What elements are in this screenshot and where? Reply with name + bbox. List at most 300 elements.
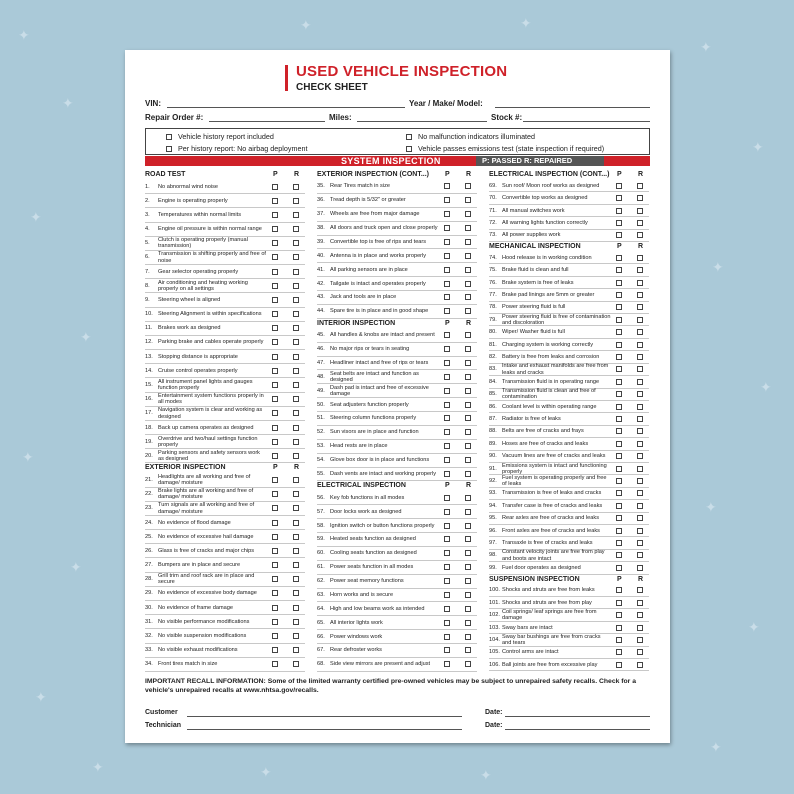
passed-checkbox[interactable] [616, 292, 622, 298]
passed-checkbox[interactable] [272, 425, 278, 431]
passed-checkbox[interactable] [444, 415, 450, 421]
passed-checkbox[interactable] [272, 590, 278, 596]
passed-checkbox[interactable] [444, 550, 450, 556]
item-text: Steering column functions properly [330, 415, 417, 422]
repaired-checkbox[interactable] [637, 267, 643, 273]
passed-checkbox[interactable] [444, 620, 450, 626]
repaired-checkbox[interactable] [293, 605, 299, 611]
item-number: 30. [145, 604, 153, 611]
passed-checkbox[interactable] [616, 183, 622, 189]
passed-checkbox[interactable] [272, 254, 278, 260]
item-text: Air conditioning and heating working properly on all settings [158, 279, 248, 292]
repaired-checkbox[interactable] [637, 478, 643, 484]
repaired-checkbox[interactable] [465, 620, 471, 626]
repaired-checkbox[interactable] [637, 587, 643, 593]
vin-field[interactable] [167, 99, 405, 108]
section-header [145, 170, 305, 180]
checkbox[interactable] [166, 146, 172, 152]
passed-column-label: P [617, 575, 622, 583]
repaired-checkbox[interactable] [293, 534, 299, 540]
repaired-checkbox[interactable] [465, 360, 471, 366]
repaired-checkbox[interactable] [637, 317, 643, 323]
item-number: 75. [489, 267, 497, 274]
passed-checkbox[interactable] [272, 453, 278, 459]
passed-checkbox[interactable] [272, 661, 278, 667]
item-text: No visible suspension modifications [158, 632, 247, 639]
checklist-item [489, 475, 649, 487]
passed-checkbox[interactable] [272, 368, 278, 374]
passed-checkbox[interactable] [444, 346, 450, 352]
customer-date-field[interactable] [505, 709, 650, 717]
checklist-item [145, 208, 305, 222]
checkbox[interactable] [166, 134, 172, 140]
passed-checkbox[interactable] [444, 267, 450, 273]
passed-checkbox[interactable] [444, 523, 450, 529]
passed-checkbox[interactable] [444, 402, 450, 408]
section-header [489, 242, 649, 252]
checkbox[interactable] [406, 146, 412, 152]
item-number: 1. [145, 183, 150, 190]
passed-checkbox[interactable] [616, 317, 622, 323]
repaired-checkbox[interactable] [465, 197, 471, 203]
passed-column-label: P [273, 171, 278, 178]
checklist-item [489, 647, 649, 659]
repaired-checkbox[interactable] [293, 311, 299, 317]
repaired-checkbox[interactable] [465, 402, 471, 408]
repaired-checkbox[interactable] [637, 453, 643, 459]
passed-checkbox[interactable] [444, 457, 450, 463]
passed-checkbox[interactable] [444, 239, 450, 245]
repaired-checkbox[interactable] [465, 332, 471, 338]
repaired-checkbox[interactable] [465, 374, 471, 380]
passed-checkbox[interactable] [616, 354, 622, 360]
item-text: Engine oil pressure is within normal range [158, 225, 262, 232]
item-text: Rear defroster works [330, 647, 382, 654]
repaired-checkbox[interactable] [637, 292, 643, 298]
item-number: 89. [489, 440, 497, 447]
repaired-checkbox[interactable] [293, 576, 299, 582]
passed-checkbox[interactable] [616, 453, 622, 459]
checklist-item [145, 407, 305, 421]
passed-checkbox[interactable] [616, 428, 622, 434]
repaired-checkbox[interactable] [293, 283, 299, 289]
checklist-item [489, 550, 649, 562]
repaired-checkbox[interactable] [637, 416, 643, 422]
item-number: 4. [145, 225, 150, 232]
repaired-checkbox[interactable] [465, 578, 471, 584]
passed-checkbox[interactable] [444, 564, 450, 570]
repaired-checkbox[interactable] [637, 540, 643, 546]
checklist-item [145, 473, 305, 487]
repaired-checkbox[interactable] [465, 281, 471, 287]
repaired-checkbox[interactable] [465, 509, 471, 515]
passed-checkbox[interactable] [272, 505, 278, 511]
passed-checkbox[interactable] [616, 515, 622, 521]
passed-checkbox[interactable] [444, 308, 450, 314]
repaired-checkbox[interactable] [293, 396, 299, 402]
repaired-checkbox[interactable] [637, 208, 643, 214]
repaired-checkbox[interactable] [465, 183, 471, 189]
checklist-item [489, 451, 649, 463]
check-emissions[interactable]: Vehicle passes emissions test (state inspection if required) [406, 144, 604, 153]
passed-checkbox[interactable] [616, 612, 622, 618]
repaired-checkbox[interactable] [293, 491, 299, 497]
item-text: All power supplies work [502, 232, 561, 239]
customer-signature-field[interactable] [187, 709, 462, 717]
repaired-checkbox[interactable] [637, 490, 643, 496]
repaired-checkbox[interactable] [465, 495, 471, 501]
passed-checkbox[interactable] [444, 536, 450, 542]
repaired-checkbox[interactable] [637, 528, 643, 534]
item-number: 102. [489, 612, 500, 619]
checklist-item [489, 289, 649, 301]
ymm-field[interactable] [495, 99, 650, 108]
repaired-checkbox[interactable] [293, 647, 299, 653]
recall-notice: IMPORTANT RECALL INFORMATION: Some of the limited warranty certified pre-owned vehicles may be subject to unrepaired safety recalls. Check for a vehicle's unrepaired recalls at www.nhtsa.gov/recalls. [145, 678, 636, 694]
repaired-checkbox[interactable] [293, 661, 299, 667]
repaired-checkbox[interactable] [293, 439, 299, 445]
checklist-item [489, 252, 649, 264]
item-text: Vacuum lines are free of cracks and leaks [502, 453, 606, 460]
repaired-checkbox[interactable] [637, 183, 643, 189]
passed-checkbox[interactable] [444, 197, 450, 203]
repaired-checkbox[interactable] [293, 453, 299, 459]
item-number: 27. [145, 561, 153, 568]
passed-checkbox[interactable] [272, 619, 278, 625]
item-text: All doors and truck open and close properly [330, 224, 438, 231]
passed-checkbox[interactable] [444, 374, 450, 380]
repaired-checkbox[interactable] [465, 267, 471, 273]
repaired-checkbox[interactable] [637, 232, 643, 238]
passed-checkbox[interactable] [616, 342, 622, 348]
passed-checkbox[interactable] [272, 633, 278, 639]
checklist-item [145, 180, 305, 194]
repaired-checkbox[interactable] [293, 269, 299, 275]
repaired-checkbox[interactable] [465, 564, 471, 570]
passed-checkbox[interactable] [444, 634, 450, 640]
repaired-checkbox[interactable] [637, 366, 643, 372]
passed-checkbox[interactable] [616, 552, 622, 558]
passed-checkbox[interactable] [272, 269, 278, 275]
passed-checkbox[interactable] [444, 294, 450, 300]
repaired-checkbox[interactable] [293, 212, 299, 218]
item-text: Ignition switch or button functions properly [330, 522, 435, 529]
passed-checkbox[interactable] [616, 503, 622, 509]
passed-checkbox[interactable] [616, 379, 622, 385]
passed-checkbox[interactable] [444, 360, 450, 366]
item-number: 32. [145, 632, 153, 639]
passed-checkbox[interactable] [616, 220, 622, 226]
passed-checkbox[interactable] [444, 253, 450, 259]
check-no-airbag[interactable]: Per history report: No airbag deployment [166, 144, 307, 153]
item-text: Emissions system is intact and functioning properly [502, 462, 607, 475]
check-history-report[interactable]: Vehicle history report included [166, 132, 274, 141]
passed-checkbox[interactable] [444, 225, 450, 231]
passed-checkbox[interactable] [616, 441, 622, 447]
passed-checkbox[interactable] [444, 429, 450, 435]
passed-checkbox[interactable] [616, 208, 622, 214]
passed-checkbox[interactable] [616, 565, 622, 571]
repaired-checkbox[interactable] [637, 329, 643, 335]
passed-checkbox[interactable] [616, 366, 622, 372]
item-number: 71. [489, 207, 497, 214]
passed-checkbox[interactable] [272, 520, 278, 526]
checklist-item [317, 644, 477, 658]
repaired-checkbox[interactable] [637, 428, 643, 434]
repaired-checkbox[interactable] [293, 198, 299, 204]
passed-checkbox[interactable] [272, 605, 278, 611]
repaired-checkbox[interactable] [637, 255, 643, 261]
passed-checkbox[interactable] [616, 329, 622, 335]
passed-checkbox[interactable] [616, 416, 622, 422]
passed-checkbox[interactable] [272, 325, 278, 331]
repaired-checkbox[interactable] [637, 441, 643, 447]
item-number: 35. [317, 183, 325, 190]
repaired-checkbox[interactable] [465, 536, 471, 542]
passed-checkbox[interactable] [616, 280, 622, 286]
item-text: Fuel system is operating properly and free of leaks [502, 474, 607, 488]
technician-date-field[interactable] [505, 722, 650, 730]
passed-checkbox[interactable] [444, 183, 450, 189]
passed-checkbox[interactable] [272, 562, 278, 568]
repaired-checkbox[interactable] [465, 388, 471, 394]
stock-field[interactable] [523, 113, 650, 122]
repaired-checkbox[interactable] [465, 253, 471, 259]
passed-checkbox[interactable] [272, 382, 278, 388]
repaired-checkbox[interactable] [465, 523, 471, 529]
repaired-checkbox[interactable] [293, 548, 299, 554]
item-number: 60. [317, 550, 325, 557]
passed-checkbox[interactable] [444, 647, 450, 653]
passed-checkbox[interactable] [272, 226, 278, 232]
miles-field[interactable] [357, 113, 487, 122]
repaired-checkbox[interactable] [637, 220, 643, 226]
passed-checkbox[interactable] [616, 637, 622, 643]
passed-checkbox[interactable] [616, 490, 622, 496]
passed-checkbox[interactable] [272, 534, 278, 540]
checklist-item [489, 339, 649, 351]
item-number: 106. [489, 661, 500, 668]
repaired-checkbox[interactable] [637, 600, 643, 606]
repaired-checkbox[interactable] [637, 503, 643, 509]
passed-checkbox[interactable] [272, 548, 278, 554]
repaired-checkbox[interactable] [465, 225, 471, 231]
repaired-checkbox[interactable] [637, 565, 643, 571]
passed-checkbox[interactable] [272, 410, 278, 416]
passed-checkbox[interactable] [444, 495, 450, 501]
repaired-checkbox[interactable] [465, 308, 471, 314]
repaired-checkbox[interactable] [293, 477, 299, 483]
item-text: No evidence of flood damage [158, 519, 231, 526]
repaired-checkbox[interactable] [465, 239, 471, 245]
repaired-checkbox[interactable] [465, 606, 471, 612]
passed-checkbox[interactable] [616, 540, 622, 546]
passed-checkbox[interactable] [616, 466, 622, 472]
repaired-checkbox[interactable] [465, 592, 471, 598]
item-text: Back up camera operates as designed [158, 424, 254, 431]
item-text: Transmission is shifting properly and free of noise [158, 251, 266, 264]
repaired-checkbox[interactable] [637, 637, 643, 643]
repaired-checkbox[interactable] [637, 612, 643, 618]
passed-checkbox[interactable] [616, 528, 622, 534]
passed-checkbox[interactable] [616, 255, 622, 261]
repaired-checkbox[interactable] [465, 550, 471, 556]
repaired-checkbox[interactable] [293, 505, 299, 511]
repaired-checkbox[interactable] [637, 515, 643, 521]
passed-checkbox[interactable] [444, 332, 450, 338]
passed-checkbox[interactable] [272, 240, 278, 246]
repaired-checkbox[interactable] [637, 404, 643, 410]
repaired-checkbox[interactable] [637, 379, 643, 385]
item-number: 99. [489, 564, 497, 571]
repaired-checkbox[interactable] [637, 552, 643, 558]
passed-checkbox[interactable] [272, 339, 278, 345]
repaired-checkbox[interactable] [465, 471, 471, 477]
item-number: 66. [317, 633, 325, 640]
repaired-checkbox[interactable] [465, 443, 471, 449]
passed-checkbox[interactable] [272, 297, 278, 303]
passed-checkbox[interactable] [272, 283, 278, 289]
repaired-checkbox[interactable] [465, 457, 471, 463]
passed-checkbox[interactable] [444, 661, 450, 667]
repaired-checkbox[interactable] [293, 619, 299, 625]
checklist-item [317, 249, 477, 263]
checklist-item [145, 502, 305, 516]
repaired-checkbox[interactable] [465, 634, 471, 640]
checklist-item [145, 530, 305, 544]
item-number: 55. [317, 470, 325, 477]
passed-checkbox[interactable] [444, 509, 450, 515]
passed-checkbox[interactable] [272, 396, 278, 402]
passed-checkbox[interactable] [444, 606, 450, 612]
check-no-malfunction[interactable]: No malfunction indicators illuminated [406, 132, 535, 141]
passed-checkbox[interactable] [444, 578, 450, 584]
repaired-checkbox[interactable] [293, 590, 299, 596]
repair-order-field[interactable] [209, 113, 325, 122]
item-number: 86. [489, 403, 497, 410]
passed-checkbox[interactable] [444, 592, 450, 598]
repaired-checkbox[interactable] [637, 195, 643, 201]
item-number: 100. [489, 587, 500, 594]
repaired-checkbox[interactable] [465, 647, 471, 653]
repaired-checkbox[interactable] [637, 391, 643, 397]
passed-checkbox[interactable] [272, 576, 278, 582]
item-number: 58. [317, 522, 325, 529]
passed-checkbox[interactable] [272, 477, 278, 483]
passed-checkbox[interactable] [616, 600, 622, 606]
passed-checkbox[interactable] [616, 478, 622, 484]
repaired-checkbox[interactable] [293, 226, 299, 232]
repaired-checkbox[interactable] [293, 520, 299, 526]
repaired-checkbox[interactable] [465, 429, 471, 435]
item-text: Dash pad is intact and free of excessive damage [330, 384, 429, 397]
item-text: Intake and exhaust manifolds are free from leaks and cracks [502, 363, 609, 376]
repaired-checkbox[interactable] [637, 354, 643, 360]
passed-checkbox[interactable] [272, 647, 278, 653]
passed-checkbox[interactable] [616, 195, 622, 201]
passed-checkbox[interactable] [616, 267, 622, 273]
item-number: 76. [489, 279, 497, 286]
repaired-checkbox[interactable] [465, 346, 471, 352]
customer-label: Customer [145, 709, 178, 716]
passed-checkbox[interactable] [616, 625, 622, 631]
repaired-checkbox[interactable] [293, 254, 299, 260]
technician-signature-field[interactable] [187, 722, 462, 730]
repaired-checkbox[interactable] [293, 382, 299, 388]
passed-checkbox[interactable] [616, 232, 622, 238]
repaired-checkbox[interactable] [293, 368, 299, 374]
passed-checkbox[interactable] [616, 662, 622, 668]
repaired-checkbox[interactable] [637, 466, 643, 472]
repaired-checkbox[interactable] [293, 562, 299, 568]
repaired-checkbox[interactable] [293, 339, 299, 345]
passed-checkbox[interactable] [444, 471, 450, 477]
item-text: Brakes work as designed [158, 325, 221, 332]
repaired-checkbox[interactable] [465, 415, 471, 421]
passed-checkbox[interactable] [616, 649, 622, 655]
checklist-item [489, 264, 649, 276]
repaired-checkbox[interactable] [293, 410, 299, 416]
repaired-checkbox[interactable] [293, 240, 299, 246]
item-number: 31. [145, 618, 153, 625]
repaired-checkbox[interactable] [465, 211, 471, 217]
passed-checkbox[interactable] [272, 184, 278, 190]
checkbox[interactable] [406, 134, 412, 140]
passed-checkbox[interactable] [272, 212, 278, 218]
item-number: 79. [489, 316, 497, 323]
repaired-checkbox[interactable] [293, 633, 299, 639]
passed-checkbox[interactable] [444, 211, 450, 217]
repaired-checkbox[interactable] [465, 294, 471, 300]
passed-checkbox[interactable] [272, 311, 278, 317]
section-title: ELECTRICAL INSPECTION (CONT...) [489, 171, 610, 178]
passed-checkbox[interactable] [616, 304, 622, 310]
passed-checkbox[interactable] [272, 491, 278, 497]
passed-checkbox[interactable] [444, 443, 450, 449]
item-number: 93. [489, 490, 497, 497]
passed-checkbox[interactable] [272, 354, 278, 360]
item-text: All manual switches work [502, 207, 565, 214]
passed-checkbox[interactable] [444, 388, 450, 394]
repaired-checkbox[interactable] [637, 649, 643, 655]
repaired-checkbox[interactable] [293, 184, 299, 190]
repaired-checkbox[interactable] [293, 425, 299, 431]
passed-checkbox[interactable] [616, 404, 622, 410]
repaired-checkbox[interactable] [293, 297, 299, 303]
item-number: 49. [317, 387, 325, 394]
repaired-checkbox[interactable] [637, 280, 643, 286]
repaired-checkbox[interactable] [293, 325, 299, 331]
passed-checkbox[interactable] [444, 281, 450, 287]
passed-checkbox[interactable] [272, 198, 278, 204]
repaired-checkbox[interactable] [293, 354, 299, 360]
repaired-checkbox[interactable] [465, 661, 471, 667]
item-number: 36. [317, 197, 325, 204]
item-number: 87. [489, 415, 497, 422]
repaired-checkbox[interactable] [637, 625, 643, 631]
passed-checkbox[interactable] [616, 587, 622, 593]
item-number: 19. [145, 438, 153, 445]
repaired-checkbox[interactable] [637, 662, 643, 668]
repair-order-label: Repair Order #: [145, 113, 204, 122]
repaired-checkbox[interactable] [637, 304, 643, 310]
item-number: 90. [489, 453, 497, 460]
passed-checkbox[interactable] [616, 391, 622, 397]
repaired-checkbox[interactable] [637, 342, 643, 348]
checklist-item [317, 384, 477, 398]
checklist-item [145, 194, 305, 208]
passed-checkbox[interactable] [272, 439, 278, 445]
